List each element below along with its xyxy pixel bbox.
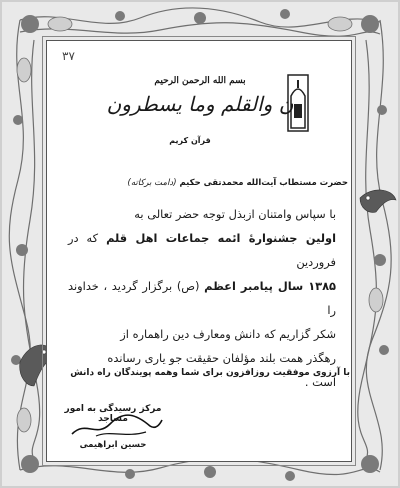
recipient-name: حضرت مستطاب آیت‌الله محمدتقی حکیم (179, 178, 348, 188)
body-line-3-rest: برگزار گردید ، خداوند را (68, 279, 336, 317)
body-line-1: با سپاس وامتنان ازبذل توجه حضر تعالی به (134, 207, 336, 221)
festival-name: اولین جشنوارهٔ ائمه جماعات اهل قلم (106, 231, 336, 245)
body-line-3 (68, 274, 336, 322)
signatory-name: حسین ابراهیمی (79, 440, 147, 450)
page-number: ٣٧ (62, 49, 75, 63)
bismillah: بسم الله الرحمن الرحيم (154, 76, 246, 86)
body-line-5: رهگذر همت بلند مؤلفان حقیقت جو یاری رسانده (107, 351, 336, 365)
handwritten-signature (66, 410, 166, 442)
certificate-body (68, 202, 336, 394)
body-line-6: است . (304, 375, 336, 389)
body-line-2-rest: که در فروردین (68, 231, 336, 269)
recipient-suffix: (دامت برکاته) (127, 178, 177, 188)
body-line-3-mid: (ص) (176, 279, 200, 293)
verse-source: قرآن کریم (169, 136, 211, 145)
body-line-4: شکر گزاریم که دانش ومعارف دین راهماره از (120, 327, 336, 341)
quran-verse: ن والقلم وما يسطرون (106, 92, 294, 116)
closing-wish: با آرزوی موفقیت روزافزون برای شما وهمه پویندگان راه دانش (70, 368, 350, 378)
body-line-2 (68, 226, 336, 274)
recipient-line (80, 178, 348, 188)
festival-year: ۱۳۸۵ سال پیامبر اعظم (204, 279, 336, 293)
issuing-office: مرکز رسیدگی به امور مساجد (64, 404, 162, 424)
